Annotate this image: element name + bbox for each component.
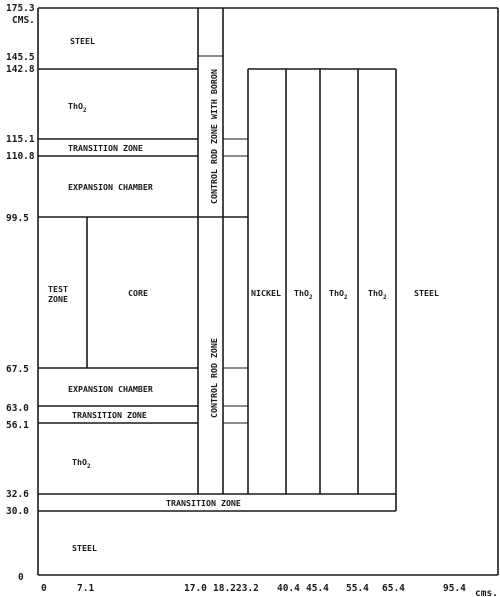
x-tick-45-4: 45.4 — [306, 583, 329, 594]
x-tick-95-4: 95.4 — [443, 583, 466, 594]
label-test-zone-2: ZONE — [48, 294, 68, 304]
y-tick-110-8: 110.8 — [6, 151, 35, 162]
label-core: CORE — [128, 288, 148, 298]
label-steel-bottom: STEEL — [72, 543, 97, 553]
y-tick-67-5: 67.5 — [6, 364, 29, 375]
label-tho2-radial-3: ThO$_2$ — [368, 288, 387, 301]
region-labels — [48, 36, 439, 553]
label-tho2-radial-2: ThO$_2$ — [329, 288, 348, 301]
x-tick-23-2: 23.2 — [236, 583, 259, 594]
y-tick-115-1: 115.1 — [6, 134, 35, 145]
label-expansion-lower: EXPANSION CHAMBER — [68, 384, 153, 394]
label-expansion-upper: EXPANSION CHAMBER — [68, 182, 153, 192]
y-axis — [6, 3, 35, 583]
x-tick-65-4: 65.4 — [382, 583, 405, 594]
label-control-rod: CONTROL ROD ZONE — [209, 338, 219, 418]
y-axis-unit: CMS. — [12, 15, 35, 26]
y-tick-175-3: 175.3 — [6, 3, 35, 14]
label-control-rod-boron: CONTROL ROD ZONE WITH BORON — [209, 69, 219, 204]
y-tick-63-0: 63.0 — [6, 403, 29, 414]
x-axis — [41, 583, 498, 597]
x-tick-18-2: 18.2 — [213, 583, 236, 594]
x-axis-unit: cms. — [475, 588, 498, 597]
label-transition-upper: TRANSITION ZONE — [68, 143, 143, 153]
y-tick-145-5: 145.5 — [6, 52, 35, 63]
x-tick-55-4: 55.4 — [346, 583, 369, 594]
y-tick-30-0: 30.0 — [6, 506, 29, 517]
label-tho2-lower: ThO$_2$ — [72, 457, 91, 470]
label-tho2-radial-1: ThO$_2$ — [294, 288, 313, 301]
label-test-zone-1: TEST — [48, 284, 68, 294]
label-transition-bottom: TRANSITION ZONE — [166, 498, 241, 508]
x-tick-0: 0 — [41, 583, 47, 594]
label-nickel: NICKEL — [251, 288, 281, 298]
x-tick-17-0: 17.0 — [184, 583, 207, 594]
label-transition-lower: TRANSITION ZONE — [72, 410, 147, 420]
y-tick-0: 0 — [18, 572, 24, 583]
label-steel-right: STEEL — [414, 288, 439, 298]
x-tick-7-1: 7.1 — [77, 583, 95, 594]
y-tick-142-8: 142.8 — [6, 64, 35, 75]
y-tick-99-5: 99.5 — [6, 213, 29, 224]
y-tick-56-1: 56.1 — [6, 420, 29, 431]
y-tick-32-6: 32.6 — [6, 489, 29, 500]
label-tho2-top: ThO$_2$ — [68, 101, 87, 114]
x-tick-40-4: 40.4 — [277, 583, 300, 594]
label-steel-top: STEEL — [70, 36, 95, 46]
